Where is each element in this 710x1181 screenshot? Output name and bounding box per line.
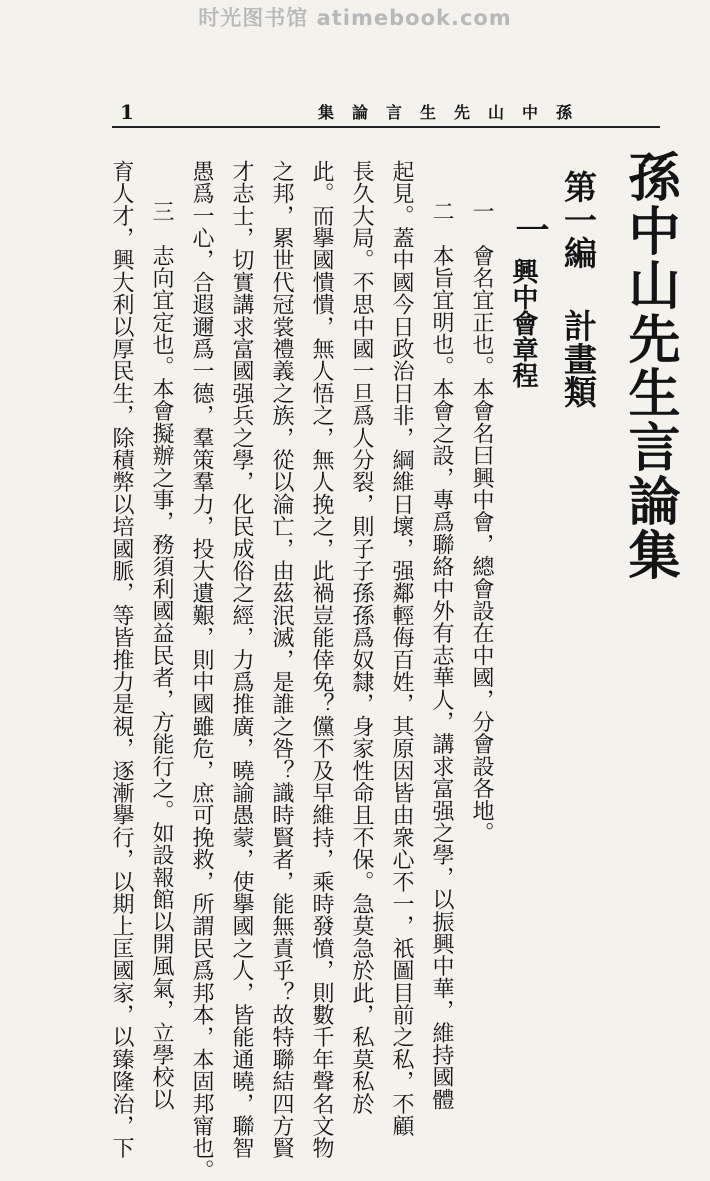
body-column-7: 才志士，切實講求富國强兵之學，化民成俗之經，力爲推廣，曉諭愚蒙，使擧國之人，皆能通曉，聯智 <box>229 160 254 1159</box>
header-rule <box>112 126 660 128</box>
chapter-title: 興中會章程 <box>508 258 538 388</box>
running-header-title: 孫中山先生言論集 <box>317 103 590 122</box>
part-title: 計畫類 <box>559 309 598 408</box>
book-title: 孫中山先生言論集 <box>619 150 680 582</box>
body-column-9: 育人才，興大利以厚民生，除積弊以培國脈，等皆推力是視，逐漸擧行，以期上匡國家，以臻隆治，下 <box>109 160 134 1159</box>
body-column-8: 三 志向宜定也。本會擬辦之事，務須利國益民者，方能行之。如設報館以開風氣，立學校以 <box>149 200 174 1111</box>
body-column-1: 一 會名宜正也。本會名曰興中會，總會設在中國，分會設各地。 <box>469 200 494 844</box>
body-column-3: 起見。蓋中國今日政治日非，綱維日壞，强鄰輕侮百姓，其原因皆由衆心不一，祇圖目前之私，不顧 <box>389 160 414 1137</box>
running-header <box>120 100 590 124</box>
page-number: 1 <box>120 100 134 124</box>
body-column-5: 此。而擧國憒憒，無人悟之，無人挽之，此禍豈能倖免？儻不及早維持，乘時發憤，則數千年聲名文物 <box>309 160 334 1159</box>
part-heading <box>555 170 602 408</box>
chapter-number: 一 <box>509 212 549 246</box>
watermark: 时光图书馆 atimebook.com <box>198 6 512 30</box>
body-column-7b: 愚爲一心，合遐邇爲一德，羣策羣力，投大遺艱，則中國雖危，庶可挽救，所謂民爲邦本，本固邦甯也。 <box>189 160 214 1181</box>
body-column-4: 長久大局。不思中國一旦爲人分裂，則子子孫孫爲奴隸，身家性命且不保。急莫急於此，私莫私於 <box>349 160 374 1115</box>
body-column-2: 二 本旨宜明也。本會之設，專爲聯絡中外有志華人，講求富强之學，以振興中華，維持國體 <box>429 200 454 1111</box>
body-column-6: 之邦，累世代冠裳禮義之族，從以淪亡，由茲泯滅，是誰之咎？識時賢者，能無責乎？故特聯結四方賢 <box>269 160 294 1159</box>
part-label: 第一編 <box>559 170 598 269</box>
